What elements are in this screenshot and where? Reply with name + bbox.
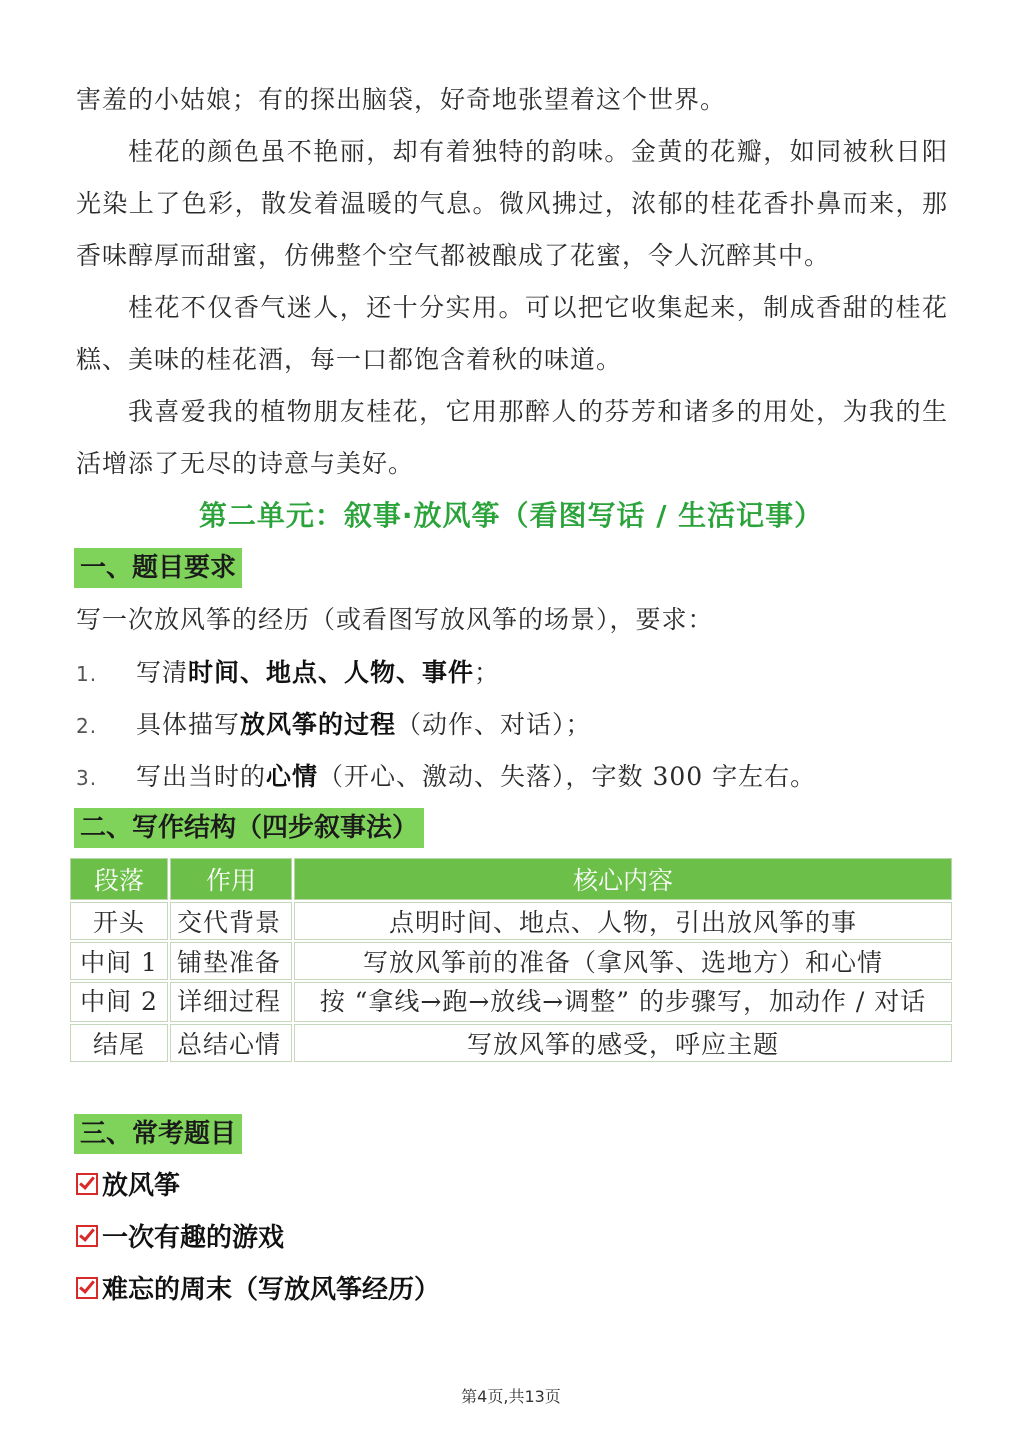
- item-number: 2.: [76, 714, 98, 738]
- topic-label: 一次有趣的游戏: [102, 1223, 285, 1253]
- table-cell: 交代背景: [170, 902, 292, 940]
- table-header-row: [70, 858, 952, 900]
- table-cell: 总结心情: [170, 1024, 292, 1062]
- item-bold: 心情: [266, 762, 319, 791]
- table-cell: 按 “拿线→跑→放线→调整” 的步骤写，加动作 / 对话: [294, 982, 952, 1022]
- item-text: （动作、对话）；: [396, 710, 592, 739]
- paragraph-3: 我喜爱我的植物朋友桂花，它用那醉人的芬芳和诸多的用处，为我的生活增添了无尽的诗意与美好。: [76, 397, 948, 478]
- item-bold: 时间、地点、人物、事件: [188, 658, 475, 687]
- table-row: [70, 902, 952, 940]
- structure-table: [68, 856, 954, 1064]
- table-row: [70, 982, 952, 1022]
- item-number: 1.: [76, 662, 98, 686]
- requirements-intro: 写一次放风筝的经历（或看图写放风筝的场景），要求：: [76, 605, 714, 634]
- table-cell: 写放风筝的感受，呼应主题: [294, 1024, 952, 1062]
- requirement-item: [76, 653, 500, 694]
- column-header: 段落: [70, 858, 168, 900]
- topic-label: 放风筝: [102, 1171, 181, 1201]
- topic-item: [76, 1270, 440, 1310]
- table-row: [70, 942, 952, 980]
- table-cell: 开头: [70, 902, 168, 940]
- table-cell: 中间 1: [70, 942, 168, 980]
- requirement-item: [76, 705, 592, 746]
- section-heading-structure: 二、写作结构（四步叙事法）: [74, 808, 424, 848]
- table-cell: 详细过程: [170, 982, 292, 1022]
- item-text: （开心、激动、失落），字数 300 字左右。: [318, 762, 817, 791]
- paragraph-0: 害羞的小姑娘；有的探出脑袋，好奇地张望着这个世界。: [76, 85, 727, 114]
- topic-item: [76, 1166, 180, 1206]
- checkbox-checked-icon: [76, 1225, 98, 1247]
- table-cell: 写放风筝前的准备（拿风筝、选地方）和心情: [294, 942, 952, 980]
- checkbox-checked-icon: [76, 1173, 98, 1195]
- table-cell: 铺垫准备: [170, 942, 292, 980]
- topic-item: [76, 1218, 284, 1258]
- item-text: 写清: [136, 658, 189, 687]
- table-cell: 结尾: [70, 1024, 168, 1062]
- table-row: [70, 1024, 952, 1062]
- item-text: ；: [474, 658, 501, 687]
- unit-title: 第二单元：叙事·放风筝（看图写话 / 生活记事）: [198, 499, 824, 532]
- item-number: 3.: [76, 766, 98, 790]
- column-header: 核心内容: [294, 858, 952, 900]
- requirement-item: [76, 757, 816, 798]
- item-text: 具体描写: [136, 710, 241, 739]
- section-heading-topics: 三、常考题目: [74, 1114, 242, 1154]
- column-header: 作用: [170, 858, 292, 900]
- paragraph-1: 桂花的颜色虽不艳丽，却有着独特的韵味。金黄的花瓣，如同被秋日阳光染上了色彩，散发着温暖的气息。微风拂过，浓郁的桂花香扑鼻而来，那香味醇厚而甜蜜，仿佛整个空气都被酿成了花蜜，令人沉醉其中。: [76, 137, 948, 270]
- topic-label: 难忘的周末（写放风筝经历）: [102, 1275, 441, 1305]
- table-cell: 点明时间、地点、人物，引出放风筝的事: [294, 902, 952, 940]
- paragraph-2: 桂花不仅香气迷人，还十分实用。可以把它收集起来，制成香甜的桂花糕、美味的桂花酒，每一口都饱含着秋的味道。: [76, 293, 948, 374]
- item-text: 写出当时的: [136, 762, 267, 791]
- table-cell: 中间 2: [70, 982, 168, 1022]
- checkbox-checked-icon: [76, 1277, 98, 1299]
- page-footer: 第4页,共13页: [461, 1387, 561, 1406]
- item-bold: 放风筝的过程: [240, 710, 397, 739]
- section-heading-requirements: 一、题目要求: [74, 548, 242, 588]
